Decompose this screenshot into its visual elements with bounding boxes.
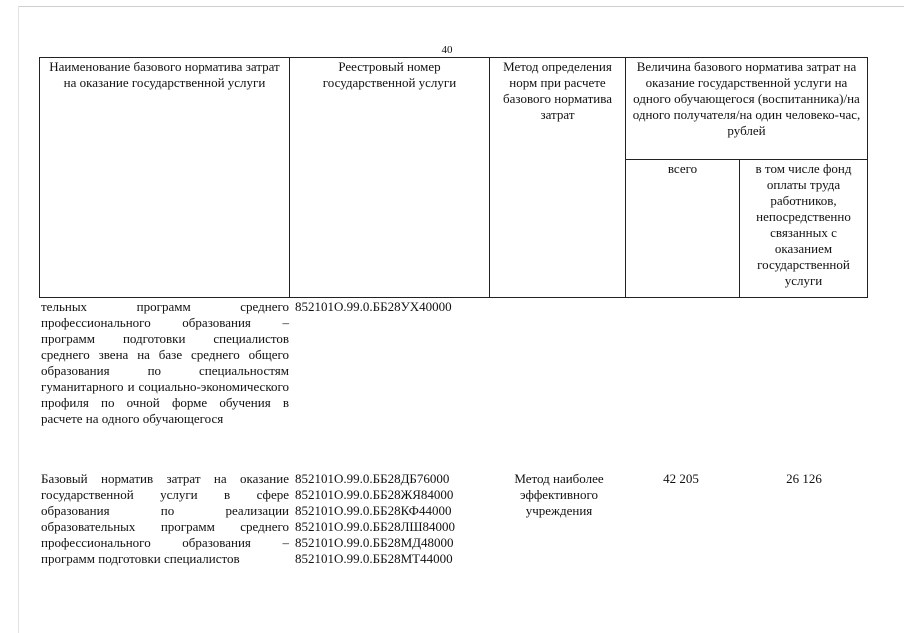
registry-code: 852101О.99.0.ББ28МД48000: [295, 535, 454, 550]
registry-code: 852101О.99.0.ББ28КФ44000: [295, 503, 452, 518]
header-name: Наименование базового норматива затрат на оказание государственной услуги: [40, 58, 290, 298]
row2-total: 42 205: [663, 471, 699, 486]
registry-code: 852101О.99.0.ББ28ЛШ84000: [295, 519, 455, 534]
row2-wage-fund: 26 126: [786, 471, 822, 486]
registry-code: 852101О.99.0.ББ28ЖЯ84000: [295, 487, 454, 502]
row2-method: Метод наиболее эффективного учреждения: [514, 471, 604, 518]
registry-code: 852101О.99.0.ББ28ДБ76000: [295, 471, 450, 486]
header-wage-fund: в том числе фонд оплаты труда работников, непосредственно связанных с оказанием государственной услуги: [740, 160, 868, 298]
header-norm-value: Величина базового норматива затрат на оказание государственной услуги на одного обучающегося (воспитанника)/на одного получателя/на один человеко-час, рублей: [626, 58, 868, 160]
header-registry-number: Реестровый номер государственной услуги: [290, 58, 490, 298]
header-method: Метод определения норм при расчете базового норматива затрат: [490, 58, 626, 298]
row2-registry-codes: [295, 471, 495, 567]
continuation-registry-code: 852101О.99.0.ББ28УХ40000: [295, 299, 452, 314]
scan-border-top: [18, 6, 904, 7]
continuation-description: тельных программ среднего профессионального образования – программ подготовки специалистов среднего звена на базе среднего общего образования по специальностям гуманитарного и социально-экономического профиля по очной форме обучения в расчете на одного обучающегося: [41, 299, 289, 426]
row2-description: Базовый норматив затрат на оказание государственной услуги в сфере образования по реализации образовательных программ среднего профессионального образования – программ подготовки специалистов: [41, 471, 289, 566]
page-number: 40: [441, 44, 453, 56]
registry-code: 852101О.99.0.ББ28МТ44000: [295, 551, 453, 566]
header-total: всего: [626, 160, 740, 298]
scan-border-left: [18, 6, 19, 633]
norm-table-header: [39, 57, 868, 298]
